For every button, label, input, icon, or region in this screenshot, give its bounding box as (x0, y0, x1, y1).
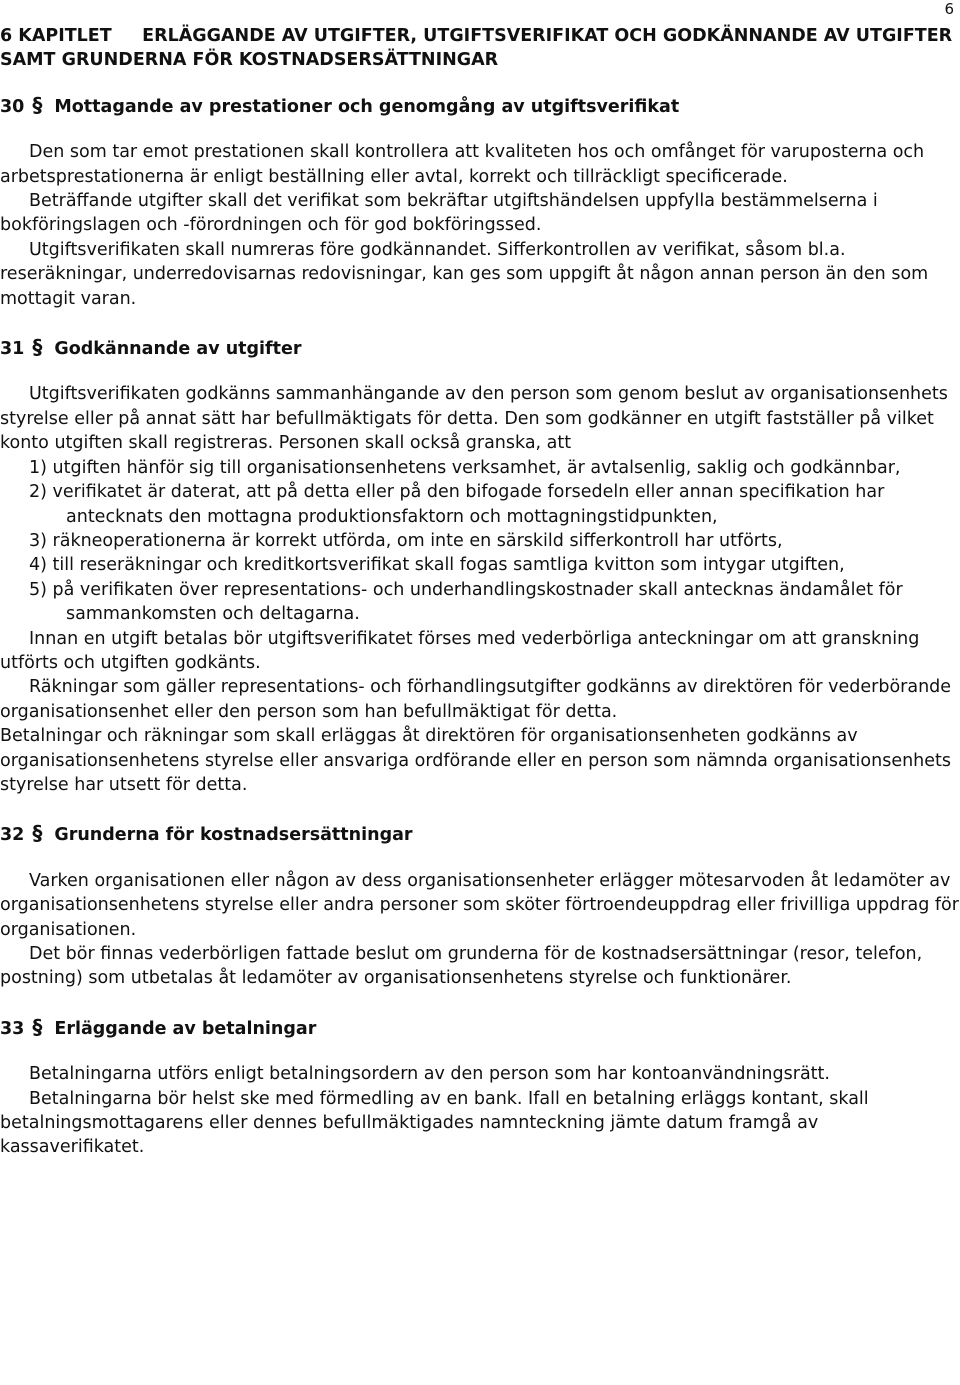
paragraph: Betalningarna utförs enligt betalningsordern av den person som har kontoanvändningsrätt. (29, 1064, 830, 1085)
paragraph: Den som tar emot prestationen skall kontrollera att kvaliteten hos och omfånget för varuposterna och arbetsprestationerna är enligt beställning eller avtal, korrekt och tillräckligt specificerade. (0, 142, 925, 187)
section-heading (0, 93, 960, 119)
list-item: 2) verifikatet är daterat, att på detta eller på den bifogade forsedeln eller annan specifikation har antecknats den mottagna produktionsfaktorn och mottagningstidpunkten, (29, 482, 885, 527)
paragraph: Det bör finnas vederbörligen fattade beslut om grunderna för de kostnadsersättningar (resor, telefon, postning) som utbetalas åt ledamöter av organisationsenhetens styrelse och funktionärer. (0, 944, 923, 989)
section-32 (0, 821, 960, 990)
section-title: Grunderna för kostnadsersättningar (54, 825, 413, 846)
page-number: 6 (944, 0, 954, 18)
section-number: 33 (0, 1018, 25, 1039)
section-spacer (0, 311, 960, 335)
list-item: 3) räkneoperationerna är korrekt utförda, om inte en särskild sifferkontroll har utförts, (29, 530, 783, 551)
list-item: 1) utgiften hänför sig till organisationsenhetens verksamhet, är avtalsenlig, saklig och godkännbar, (29, 457, 901, 478)
document-body (0, 24, 960, 1160)
section-spacer (0, 797, 960, 821)
section-spacer (0, 991, 960, 1015)
section-title: Godkännande av utgifter (54, 339, 302, 360)
list-item: 5) på verifikaten över representations- och underhandlingskostnader skall antecknas ändamålet för sammankomsten och deltagarna. (29, 579, 903, 625)
section-30 (0, 93, 960, 311)
section-symbol: § (32, 821, 43, 846)
paragraph: Utgiftsverifikaten godkänns sammanhängande av den person som genom beslut av organisationsenhets styrelse eller på annat sätt har befullmäktigats för detta. Den som godkänner en utgift fastställer på vilket konto utgiften skall registreras. Personen skall också granska, att (0, 384, 948, 454)
section-heading (0, 1015, 960, 1041)
section-title: Mottagande av prestationer och genomgång av utgiftsverifikat (54, 96, 680, 117)
section-31 (0, 335, 960, 797)
paragraph: Varken organisationen eller någon av dess organisationsenheter erlägger mötesarvoden åt ledamöter av organisationsenhetens styrelse eller andra personer som sköter förtroendeuppdrag eller frivilliga uppdrag för organisationen. (0, 870, 959, 940)
section-symbol: § (32, 92, 43, 117)
section-title: Erläggande av betalningar (54, 1018, 317, 1039)
section-heading (0, 821, 960, 847)
section-symbol: § (32, 1014, 43, 1039)
section-number: 31 (0, 339, 25, 360)
section-heading (0, 335, 960, 361)
chapter-title: 6 KAPITLET ERLÄGGANDE AV UTGIFTER, UTGIFTSVERIFIKAT OCH GODKÄNNANDE AV UTGIFTER SAMT GRUNDERNA FÖR KOSTNADSERSÄTTNINGAR (0, 26, 959, 71)
checklist (0, 456, 960, 627)
list-item: 4) till reseräkningar och kreditkortsverifikat skall fogas samtliga kvitton som intygar utgiften, (29, 555, 845, 576)
section-33 (0, 1015, 960, 1160)
paragraph: Beträffande utgifter skall det verifikat som bekräftar utgiftshändelsen uppfylla bestämmelserna i bokföringslagen och -förordningen och för god bokföringssed. (0, 191, 878, 236)
section-number: 30 (0, 96, 25, 117)
section-symbol: § (32, 335, 43, 360)
paragraph: Räkningar som gäller representations- och förhandlingsutgifter godkänns av direktören för vederbörande organisationsenhet eller den person som han befullmäktigat för detta. (0, 677, 952, 722)
paragraph: Utgiftsverifikaten skall numreras före godkännandet. Sifferkontrollen av verifikat, såsom bl.a. reseräkningar, underredovisarnas redovisningar, kan ges som uppgift åt någon annan person än den som mottagit varan. (0, 239, 929, 309)
paragraph: Betalningar och räkningar som skall erläggas åt direktören för organisationsenheten godkänns av organisationsenhetens styrelse eller ansvariga ordförande eller en person som nämnda organisationsenhets styrelse har utsett för detta. (0, 726, 952, 795)
paragraph: Betalningarna bör helst ske med förmedling av en bank. Ifall en betalning erläggs kontant, skall betalningsmottagarens eller dennes befullmäktigades namnteckning jämte datum framgå av kassaverifikatet. (0, 1088, 869, 1158)
section-number: 32 (0, 825, 25, 846)
paragraph: Innan en utgift betalas bör utgiftsverifikatet förses med vederbörliga anteckningar om att granskning utförts och utgiften godkänts. (0, 628, 920, 673)
